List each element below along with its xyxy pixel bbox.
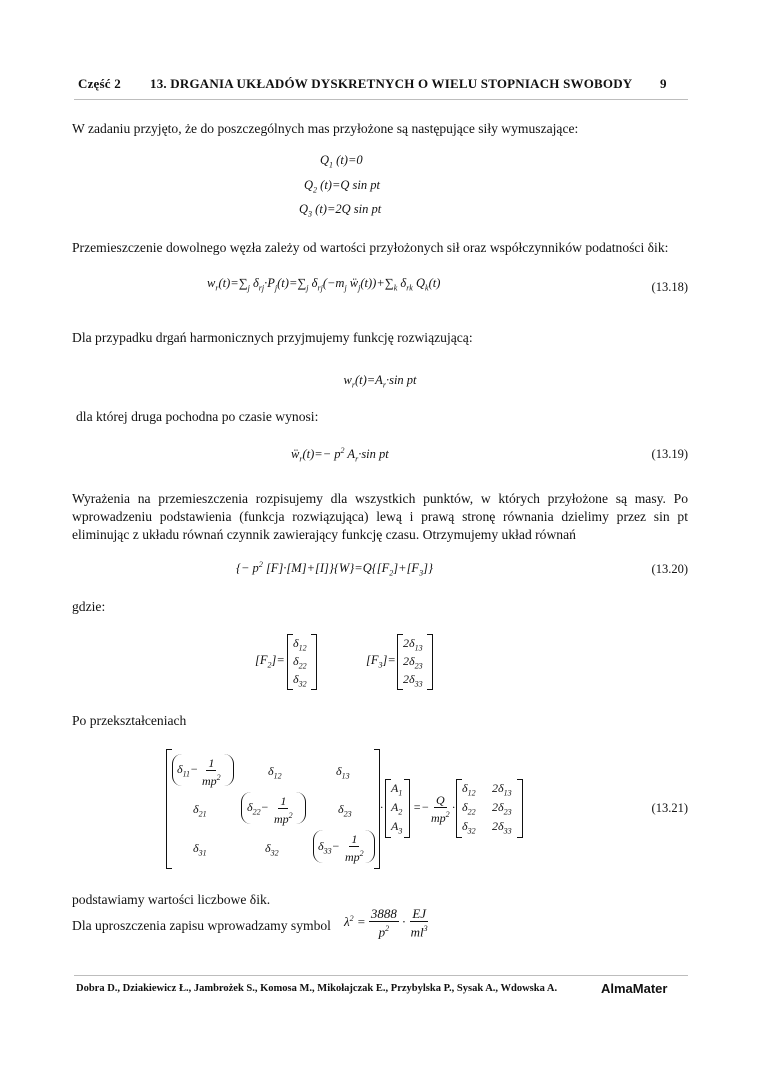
- rhs-cell-22: $2\delta_{23}$: [492, 800, 512, 817]
- matrix-cell-22-fraction: 1 $mp^2$: [274, 794, 293, 826]
- solution-function: $w_r(t)=A_r\cdot\sin$ pt: [343, 373, 417, 390]
- f3-row-2: $2\delta_{23}$: [403, 654, 423, 671]
- matrix-cell-33-fraction: 1 $mp^2$: [345, 832, 364, 864]
- f2-row-3: $\delta_{32}$: [293, 672, 307, 689]
- paragraph-second-derivative: dla której druga pochodna po czasie wynosi:: [76, 409, 319, 424]
- equation-number-13-21: (13.21): [651, 801, 688, 815]
- f3-label: $[F_3]=$: [366, 653, 396, 670]
- equation-13-18: $w_r(t)=\sum_j$ $\delta_{rj}\cdot P_j(t)=\sum_j$ $\delta_{rj}(-m_j$ $ẅ_j(t))+\sum_k$ $\delta_{rk}$ $Q_k(t)$: [207, 276, 441, 293]
- matrix-cell-32: $\delta_{32}$: [265, 841, 279, 858]
- rhs-cell-21: $\delta_{22}$: [462, 800, 476, 817]
- equation-number-13-20: (13.20): [651, 562, 688, 576]
- equation-number-13-18: (13.18): [651, 280, 688, 294]
- matrix-cell-22: $\delta_{22}-$: [247, 800, 269, 817]
- matrix-cell-12: $\delta_{12}$: [268, 764, 282, 781]
- matrix-cell-33: $\delta_{33}-$: [318, 839, 340, 856]
- paragraph-after-transform: Po przekształceniach: [72, 713, 187, 728]
- matrix-cell-21: $\delta_{21}$: [193, 802, 207, 819]
- matrix-cell-11-fraction: 1 $mp^2$: [202, 756, 221, 788]
- rhs-cell-31: $\delta_{32}$: [462, 819, 476, 836]
- equation-13-20: {− $p^2$ $[F]\cdot[M]+[I]\}\{W\}=Q\{[F_2]+[F_3]\}$: [236, 560, 433, 578]
- a-row-3: $A_3$: [391, 819, 403, 836]
- f3-row-3: $2\delta_{33}$: [403, 672, 423, 689]
- f2-label: $[F_2]=$: [255, 653, 285, 670]
- force-q3: $Q_3$ (t)=2Q sin pt: [299, 202, 382, 219]
- matrix-cell-31: $\delta_{31}$: [193, 841, 207, 858]
- f3-bracket-right: [427, 634, 433, 690]
- equation-13-19: ẅ$_r$(t)=− $p^2$ $A_r\cdot\sin$ pt: [291, 446, 389, 464]
- a-row-2: $A_2$: [391, 800, 403, 817]
- q-over-mp2: Q $mp^2$: [431, 793, 450, 825]
- force-q2: $Q_2$ (t)=Q sin pt: [304, 178, 380, 195]
- matrix-cell-13: $\delta_{13}$: [336, 764, 350, 781]
- header-rule: [74, 99, 688, 100]
- equation-number-13-19: (13.19): [651, 447, 688, 461]
- f2-row-1: $\delta_{12}$: [293, 636, 307, 653]
- paragraph-system: Wyrażenia na przemieszczenia rozpisujemy dla wszystkich punktów, w których przyłożone są masy. Po wprowadzeniu podstawienia (funkcja rozwiązująca) lewą i prawą stronę równania dzielimy przez sin pt eliminując z układu równań czynnik zawierający funkcję czasu. Otrzymujemy układ równań: [72, 491, 688, 542]
- paragraph-forces-intro: W zadaniu przyjęto, że do poszczególnych mas przyłożone są następujące siły wymuszające:: [72, 121, 579, 136]
- a-row-1: $A_1$: [391, 781, 403, 798]
- footer-authors: Dobra D., Dziakiewicz Ł., Jambrożek S., Komosa M., Mikołajczak E., Przybylska P., Sysak A., Wdowska A.: [76, 983, 558, 994]
- rhs-bracket-right: [517, 779, 523, 838]
- f2-bracket-right: [311, 634, 317, 690]
- matrix-cell-11: $\delta_{11}-$: [177, 762, 199, 779]
- a-bracket-right: [404, 779, 410, 838]
- paragraph-symbol: Dla uproszczenia zapisu wprowadzamy symbol: [72, 918, 331, 933]
- header-part: Część 2: [78, 76, 121, 91]
- lambda-fraction-1: $\frac{3888}{p^2}$: [370, 906, 397, 940]
- lambda-fraction-2: $\frac{EJ}{ml^3}$: [410, 906, 428, 940]
- lambda-definition: $\lambda^2$ = $\frac{3888}{p^2}$ · $\frac{EJ}{ml^3}$: [344, 906, 428, 940]
- paragraph-harmonic: Dla przypadku drgań harmonicznych przyjmujemy funkcję rozwiązującą:: [72, 330, 473, 345]
- matrix-cell-23: $\delta_{23}$: [338, 802, 352, 819]
- rhs-cell-12: $2\delta_{13}$: [492, 781, 512, 798]
- paragraph-displacement: Przemieszczenie dowolnego węzła zależy od wartości przyłożonych sił oraz współczynników podatności δik:: [72, 240, 669, 255]
- force-q1: $Q_1$ (t)=0: [320, 153, 363, 170]
- equals-minus: =−: [413, 800, 430, 814]
- footer-rule: [74, 975, 688, 976]
- paragraph-substitute: podstawiamy wartości liczbowe δik.: [72, 892, 271, 907]
- f2-row-2: $\delta_{22}$: [293, 654, 307, 671]
- dot-operator: ·: [380, 800, 383, 814]
- rhs-cell-11: $\delta_{12}$: [462, 781, 476, 798]
- footer-publisher: AlmaMater: [601, 981, 668, 996]
- paragraph-where: gdzie:: [72, 599, 106, 614]
- page-number: 9: [660, 76, 667, 91]
- rhs-cell-32: $2\delta_{33}$: [492, 819, 512, 836]
- header-chapter: 13. DRGANIA UKŁADÓW DYSKRETNYCH O WIELU STOPNIACH SWOBODY: [150, 76, 633, 91]
- f3-row-1: $2\delta_{13}$: [403, 636, 423, 653]
- dot-operator-2: ·: [452, 800, 455, 814]
